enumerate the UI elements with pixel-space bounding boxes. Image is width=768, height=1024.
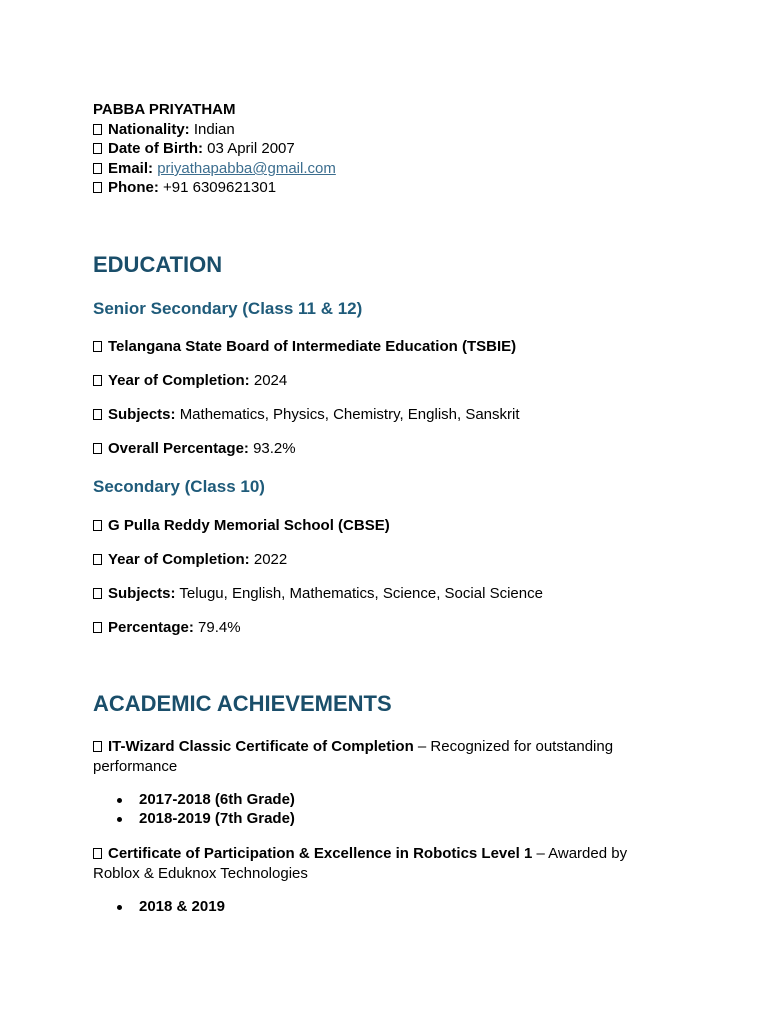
senior-secondary-heading: Senior Secondary (Class 11 & 12) bbox=[93, 299, 363, 318]
achievement-2-bullet-1: 2018 & 2019 bbox=[139, 898, 225, 915]
email-row bbox=[93, 159, 336, 178]
achievement-1 bbox=[93, 737, 663, 776]
checkbox-glyph-icon bbox=[93, 554, 102, 565]
secondary-year-row bbox=[93, 550, 287, 569]
nationality-row bbox=[93, 120, 235, 139]
email-link[interactable]: priyathapabba@gmail.com bbox=[157, 160, 336, 177]
checkbox-glyph-icon bbox=[93, 443, 102, 454]
bullet-dot-icon bbox=[117, 798, 122, 803]
senior-subjects-value: Mathematics, Physics, Chemistry, English, Sanskrit bbox=[179, 406, 520, 423]
bullet-dot-icon bbox=[117, 905, 122, 910]
checkbox-glyph-icon bbox=[93, 848, 102, 859]
nationality-label: Nationality: bbox=[108, 121, 190, 138]
phone-row bbox=[93, 178, 276, 197]
checkbox-glyph-icon bbox=[93, 622, 102, 633]
checkbox-glyph-icon bbox=[93, 182, 102, 193]
phone-value: +91 6309621301 bbox=[163, 179, 277, 196]
senior-percent-row bbox=[93, 439, 296, 458]
senior-percent-label: Overall Percentage: bbox=[108, 440, 249, 457]
senior-year-value: 2024 bbox=[253, 372, 288, 389]
senior-percent-value: 93.2% bbox=[253, 440, 296, 457]
secondary-year-label: Year of Completion: bbox=[108, 551, 250, 568]
list-item bbox=[139, 898, 225, 915]
checkbox-glyph-icon bbox=[93, 163, 102, 174]
education-heading: EDUCATION bbox=[93, 252, 223, 277]
achievement-1-desc: – Recognized for outstanding performance bbox=[93, 738, 614, 775]
nationality-value: Indian bbox=[193, 121, 235, 138]
dob-value: 03 April 2007 bbox=[207, 140, 295, 157]
secondary-year-value: 2022 bbox=[253, 551, 288, 568]
bullet-dot-icon bbox=[117, 817, 122, 822]
secondary-heading: Secondary (Class 10) bbox=[93, 477, 265, 496]
checkbox-glyph-icon bbox=[93, 375, 102, 386]
checkbox-glyph-icon bbox=[93, 588, 102, 599]
senior-board: Telangana State Board of Intermediate Education (TSBIE) bbox=[108, 338, 517, 355]
secondary-subjects-row bbox=[93, 584, 543, 603]
senior-year-label: Year of Completion: bbox=[108, 372, 250, 389]
secondary-subjects-label: Subjects: bbox=[108, 585, 176, 602]
senior-subjects-row bbox=[93, 405, 520, 424]
dob-label: Date of Birth: bbox=[108, 140, 203, 157]
achievement-2-title: Certificate of Participation & Excellence in Robotics Level 1 bbox=[108, 845, 533, 862]
list-item bbox=[139, 791, 295, 808]
secondary-subjects-value: Telugu, English, Mathematics, Science, Social Science bbox=[179, 585, 543, 602]
secondary-school-row bbox=[93, 516, 390, 535]
dob-row bbox=[93, 139, 295, 158]
achievements-heading: ACADEMIC ACHIEVEMENTS bbox=[93, 691, 392, 716]
candidate-name: PABBA PRIYATHAM bbox=[93, 101, 236, 118]
phone-label: Phone: bbox=[108, 179, 159, 196]
secondary-school: G Pulla Reddy Memorial School (CBSE) bbox=[108, 517, 390, 534]
secondary-percent-row bbox=[93, 618, 241, 637]
email-label: Email: bbox=[108, 160, 154, 177]
secondary-percent-label: Percentage: bbox=[108, 619, 194, 636]
checkbox-glyph-icon bbox=[93, 124, 102, 135]
achievement-1-title: IT-Wizard Classic Certificate of Completion bbox=[108, 738, 414, 755]
senior-subjects-label: Subjects: bbox=[108, 406, 176, 423]
senior-board-row bbox=[93, 337, 516, 356]
senior-year-row bbox=[93, 371, 287, 390]
achievement-2-desc: – Awarded by Roblox & Eduknox Technologies bbox=[93, 845, 628, 882]
checkbox-glyph-icon bbox=[93, 520, 102, 531]
secondary-percent-value: 79.4% bbox=[198, 619, 241, 636]
achievement-1-bullet-1: 2017-2018 (6th Grade) bbox=[139, 791, 295, 808]
checkbox-glyph-icon bbox=[93, 409, 102, 420]
checkbox-glyph-icon bbox=[93, 341, 102, 352]
checkbox-glyph-icon bbox=[93, 741, 102, 752]
achievement-1-bullet-2: 2018-2019 (7th Grade) bbox=[139, 810, 295, 827]
checkbox-glyph-icon bbox=[93, 143, 102, 154]
achievement-2 bbox=[93, 844, 663, 883]
list-item bbox=[139, 810, 295, 827]
